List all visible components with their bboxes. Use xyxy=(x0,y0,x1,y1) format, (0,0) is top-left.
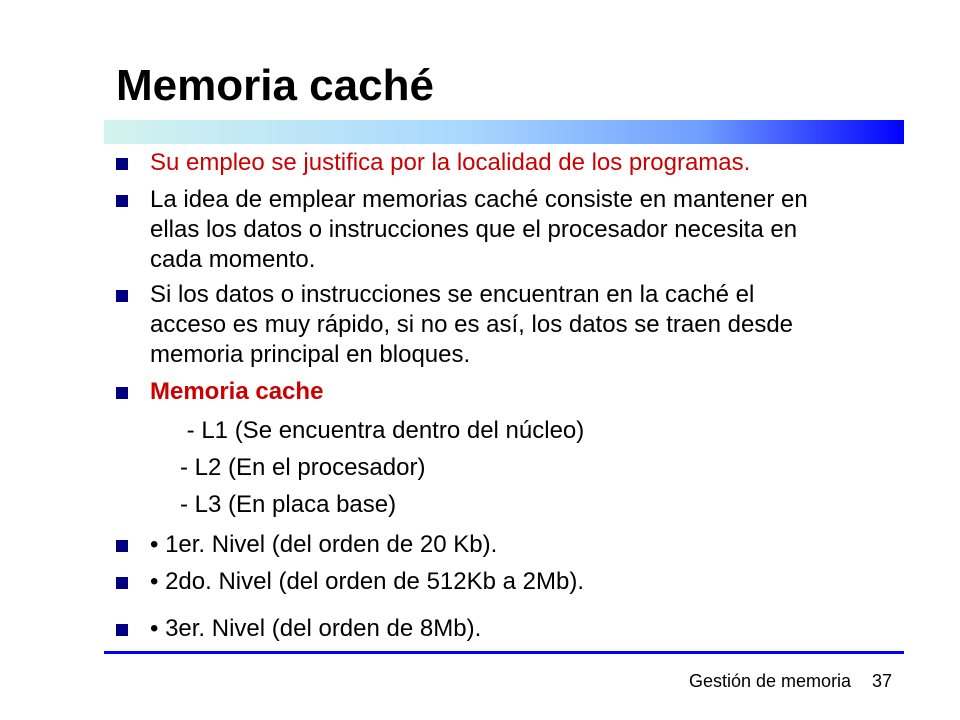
bullet-text-level-1: • 1er. Nivel (del orden de 20 Kb). xyxy=(150,531,498,558)
bullet-text-level-3: • 3er. Nivel (del orden de 8Mb). xyxy=(150,615,482,642)
square-bullet-icon xyxy=(116,540,128,552)
sub-item-l2: - L2 (En el procesador) xyxy=(180,454,426,481)
square-bullet-icon xyxy=(116,158,128,170)
bullet-text-access-line-1: Si los datos o instrucciones se encuentran en la caché el xyxy=(150,281,755,308)
bullet-text-access-line-3: memoria principal en bloques. xyxy=(150,341,471,368)
footer-divider xyxy=(104,651,904,654)
footer-label: Gestión de memoria xyxy=(689,671,852,691)
bullet-text-memoria-cache: Memoria cache xyxy=(150,378,324,405)
square-bullet-icon xyxy=(116,290,128,302)
sub-item-l3: - L3 (En placa base) xyxy=(180,491,397,518)
bullet-text-idea-line-1: La idea de emplear memorias caché consiste en mantener en xyxy=(150,186,808,213)
bullet-text-access-line-2: acceso es muy rápido, si no es así, los datos se traen desde xyxy=(150,311,794,338)
bullet-text-idea-line-3: cada momento. xyxy=(150,246,316,273)
slide-title: Memoria caché xyxy=(116,61,434,110)
square-bullet-icon xyxy=(116,195,128,207)
square-bullet-icon xyxy=(116,387,128,399)
page-number: 37 xyxy=(872,671,893,691)
square-bullet-icon xyxy=(116,577,128,589)
bullet-text-locality: Su empleo se justifica por la localidad de los programas. xyxy=(150,149,751,176)
square-bullet-icon xyxy=(116,624,128,636)
sub-item-l1: - L1 (Se encuentra dentro del núcleo) xyxy=(180,417,585,444)
bullet-text-idea-line-2: ellas los datos o instrucciones que el procesador necesita en xyxy=(150,216,798,243)
bullet-text-level-2: • 2do. Nivel (del orden de 512Kb a 2Mb). xyxy=(150,568,584,595)
